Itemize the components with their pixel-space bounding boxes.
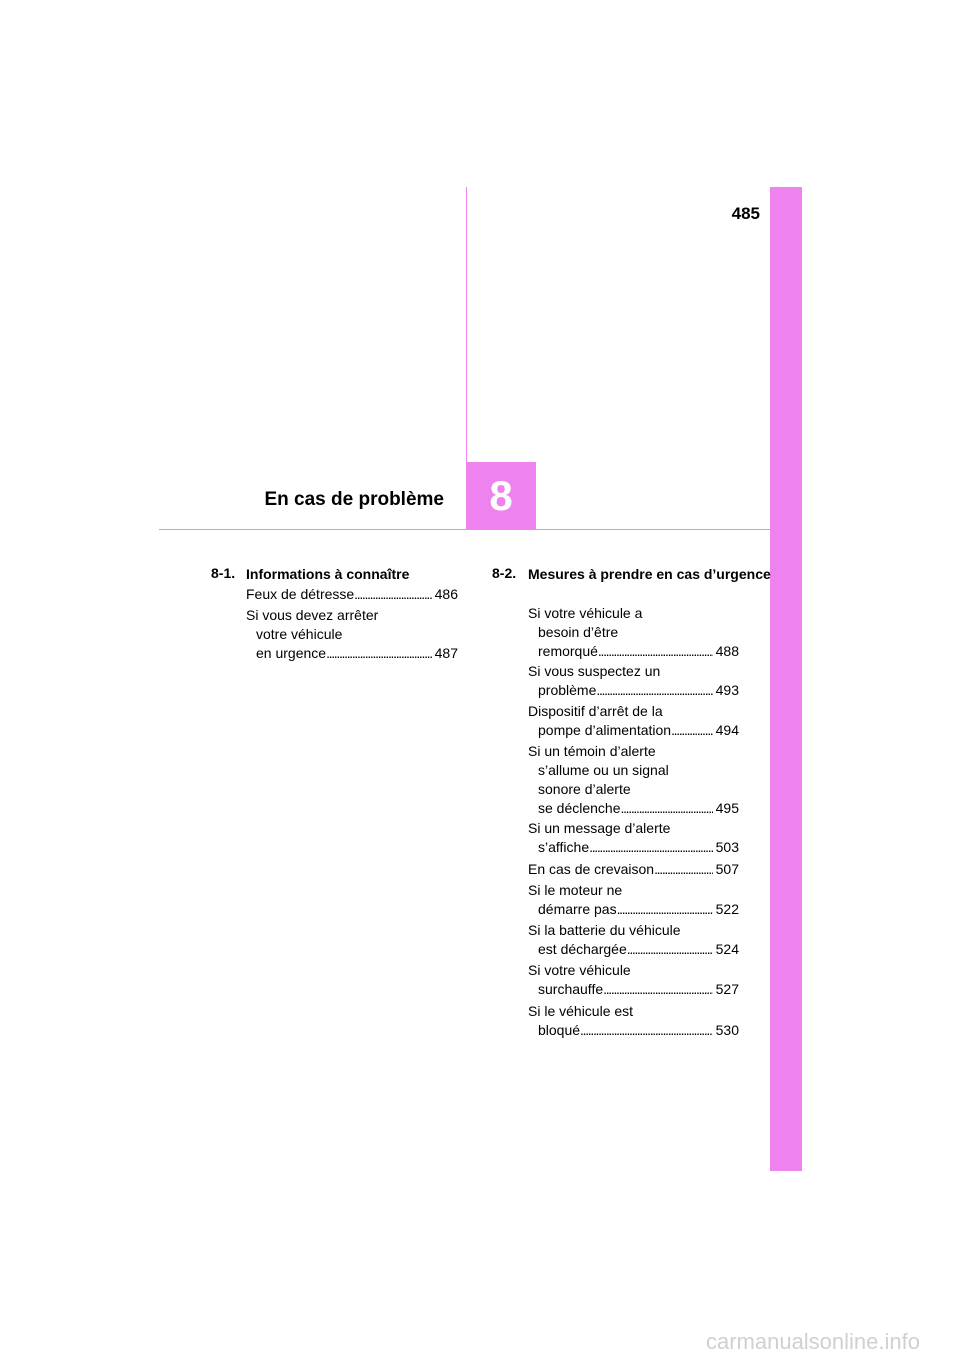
toc-entry-text: Si la batterie du véhicule bbox=[528, 922, 681, 938]
toc-page-ref: 493 bbox=[715, 682, 739, 698]
toc-page-ref: 486 bbox=[434, 586, 458, 602]
toc-entry-text: sonore d’alerte bbox=[538, 781, 631, 797]
toc-entry[interactable] bbox=[528, 604, 739, 661]
toc-entry-text: pompe d’alimentation bbox=[538, 722, 672, 738]
toc-page-ref: 487 bbox=[434, 645, 458, 661]
toc-page-ref: 522 bbox=[715, 901, 739, 917]
leader-dots bbox=[596, 681, 712, 700]
toc-entry-text: Si vous suspectez un bbox=[528, 663, 661, 679]
section-number: 8-1. bbox=[211, 565, 236, 581]
toc-entry-text: remorqué bbox=[538, 643, 598, 659]
toc-entry-text: s’affiche bbox=[538, 839, 590, 855]
leader-dots bbox=[603, 980, 713, 999]
toc-entry-text: s’allume ou un signal bbox=[538, 762, 669, 778]
leader-dots bbox=[589, 838, 713, 857]
leader-dots bbox=[354, 585, 431, 604]
toc-entry-text: Si votre véhicule bbox=[528, 962, 631, 978]
toc-entry-text: bloqué bbox=[538, 1022, 581, 1038]
toc-entry-text: surchauffe bbox=[538, 981, 604, 997]
section-title-line: Mesures à prendre bbox=[528, 566, 653, 582]
toc-entry[interactable] bbox=[528, 742, 739, 818]
toc-entry-text: Dispositif d’arrêt de la bbox=[528, 703, 663, 719]
watermark-text: carmanualsonline.info bbox=[705, 1329, 920, 1354]
leader-dots bbox=[627, 940, 713, 959]
leader-dots bbox=[617, 900, 713, 919]
toc-entry-text: Si votre véhicule a bbox=[528, 605, 643, 621]
toc-entry-text: Si un témoin d’alerte bbox=[528, 743, 656, 759]
toc-page-ref: 503 bbox=[715, 839, 739, 855]
leader-dots bbox=[621, 799, 713, 818]
watermark bbox=[0, 1329, 960, 1355]
leader-dots bbox=[326, 644, 432, 663]
chapter-side-tab bbox=[770, 187, 802, 1171]
header-rule bbox=[159, 529, 770, 530]
section-title bbox=[246, 565, 409, 583]
chapter-title: En cas de problème bbox=[264, 489, 444, 510]
leader-dots bbox=[671, 721, 713, 740]
toc-entry[interactable] bbox=[528, 819, 739, 857]
chapter-number-box: 8 bbox=[466, 462, 536, 530]
toc-entry-text: démarre pas bbox=[538, 901, 617, 917]
column-divider bbox=[466, 187, 467, 462]
leader-dots bbox=[580, 1021, 713, 1040]
toc-entry[interactable] bbox=[528, 881, 739, 919]
toc-entry-text: est déchargée bbox=[538, 941, 627, 957]
toc-entry-text: problème bbox=[538, 682, 597, 698]
section-title-line: en cas d’urgence bbox=[656, 566, 771, 582]
section-title-line: Informations à connaître bbox=[246, 566, 410, 582]
toc-entry-text: besoin d’être bbox=[538, 624, 619, 640]
section-number: 8-2. bbox=[492, 565, 517, 581]
toc-entry[interactable] bbox=[246, 585, 458, 604]
toc-page-ref: 494 bbox=[715, 722, 739, 738]
toc-entry[interactable] bbox=[528, 662, 739, 700]
toc-page-ref: 495 bbox=[715, 800, 739, 816]
leader-dots bbox=[654, 860, 713, 879]
toc-entry[interactable] bbox=[528, 921, 739, 959]
toc-entry[interactable] bbox=[246, 606, 458, 663]
toc-entry-text: en urgence bbox=[256, 645, 327, 661]
toc-page-ref: 488 bbox=[715, 643, 739, 659]
toc-entry-text: Si le moteur ne bbox=[528, 882, 623, 898]
toc-entry[interactable] bbox=[528, 702, 739, 740]
toc-entry-text: Si un message d’alerte bbox=[528, 820, 671, 836]
leader-dots bbox=[598, 642, 713, 661]
toc-entry-text: Si le véhicule est bbox=[528, 1003, 634, 1019]
toc-entry-text: En cas de crevaison bbox=[528, 861, 655, 877]
page-number: 485 bbox=[731, 204, 760, 223]
toc-page-ref: 507 bbox=[715, 861, 739, 877]
toc-page-ref: 530 bbox=[715, 1022, 739, 1038]
toc-entry-text: votre véhicule bbox=[256, 626, 343, 642]
toc-page-ref: 524 bbox=[715, 941, 739, 957]
section-title bbox=[528, 565, 771, 583]
toc-page-ref: 527 bbox=[715, 981, 739, 997]
toc-entry[interactable] bbox=[528, 1002, 739, 1040]
toc-entry[interactable] bbox=[528, 860, 739, 879]
toc-entry[interactable] bbox=[528, 961, 739, 999]
toc-entry-text: Si vous devez arrêter bbox=[246, 607, 379, 623]
toc-entry-text: se déclenche bbox=[538, 800, 621, 816]
toc-entry-text: Feux de détresse bbox=[246, 586, 355, 602]
